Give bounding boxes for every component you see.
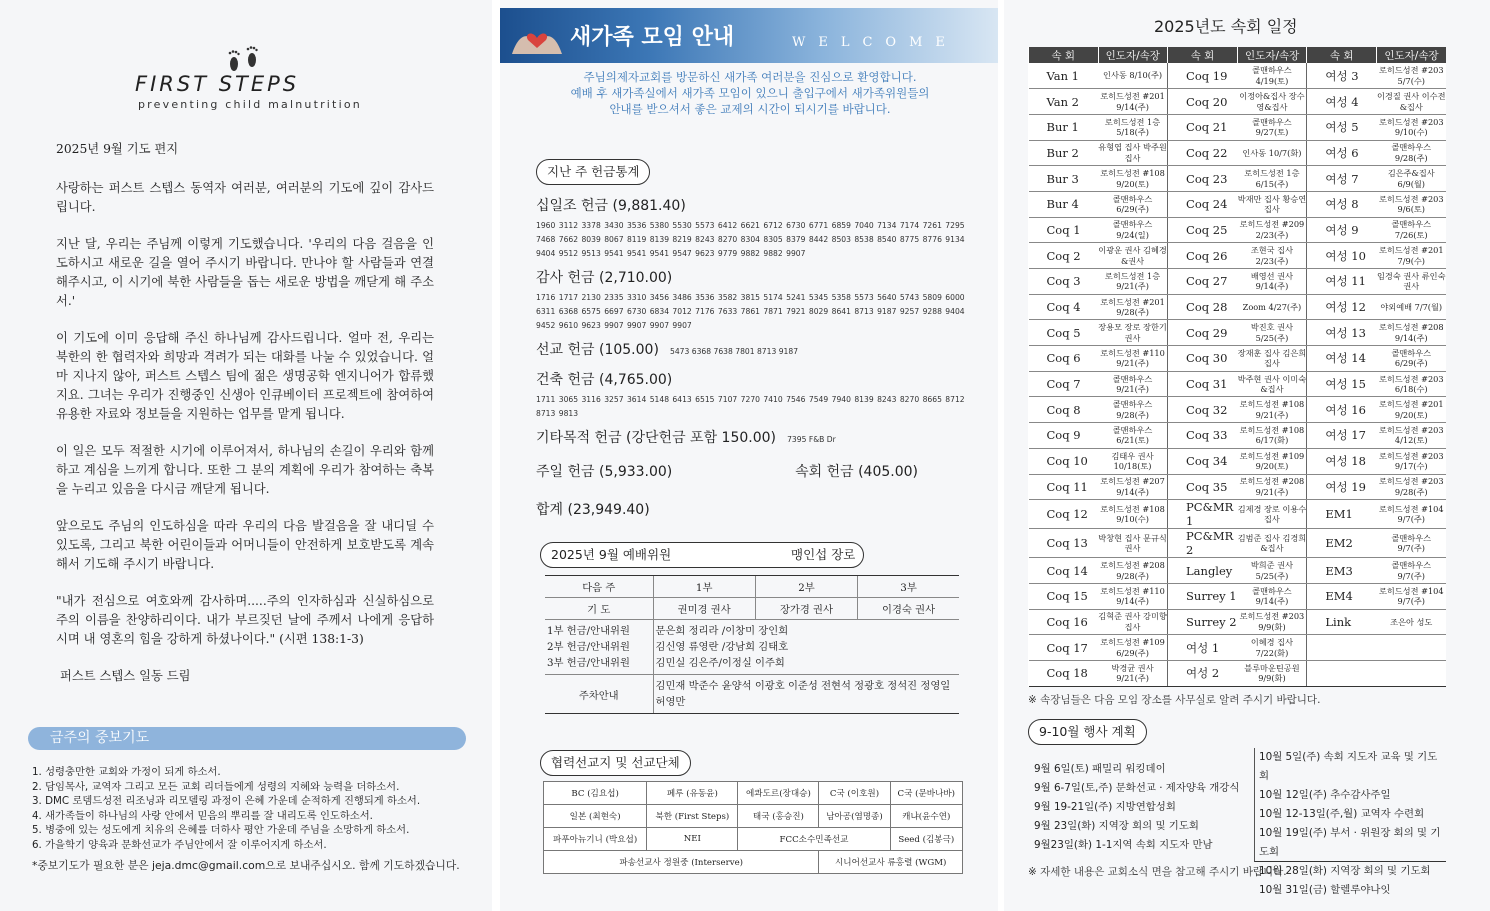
schedule-body bbox=[1029, 63, 1447, 686]
letter-paragraph: "내가 전심으로 여호와께 감사하며.....주의 인자하심과 신실하심으로 주의 이름을 찬양하리이다. 내가 부르짖던 날에 주께서 나에게 응답하시며 내 영혼의 힘을 강하게 하셨나이다." (시편 138:1-3) bbox=[56, 594, 434, 646]
table-row bbox=[1029, 609, 1447, 635]
table-row bbox=[1029, 63, 1447, 89]
district-name-cell: 여성 9 bbox=[1307, 217, 1377, 243]
leader-cell: 로히드성전 1층 6/15(주) bbox=[1237, 166, 1306, 192]
district-name-cell: 여성 7 bbox=[1307, 166, 1377, 192]
logo-tagline: preventing child malnutrition bbox=[138, 98, 362, 111]
table-row bbox=[1029, 474, 1447, 500]
schedule-title: 2025년도 속회 일정 bbox=[1154, 17, 1298, 36]
district-schedule-column bbox=[1004, 0, 1490, 911]
leader-cell: 로히드성전 #208 9/21(주) bbox=[1237, 474, 1306, 500]
leader-cell: 로히드성전 #104 9/7(주) bbox=[1377, 583, 1446, 609]
leader-cell: 유형엽 집사 박주원 집사 bbox=[1098, 140, 1168, 166]
district-name-cell: Bur 2 bbox=[1029, 140, 1099, 166]
table-row bbox=[1029, 191, 1447, 217]
letter-paragraph: 앞으로도 주님의 인도하심을 따라 우리의 다음 발걸음을 잘 내디딜 수 있도록, 그리고 북한 어린이들과 어머니들이 안전하게 보호받도록 계속해서 기도해 주시기 바랍니다. bbox=[56, 519, 434, 571]
leader-cell: Zoom 4/27(주) bbox=[1237, 294, 1306, 320]
leader-cell: 콜맨하우스 4/19(토) bbox=[1237, 63, 1306, 89]
mission-offering-numbers: 5473 6368 7638 7801 8713 9187 bbox=[670, 347, 799, 356]
district-name-cell: Coq 5 bbox=[1029, 320, 1099, 346]
mission-offering-label: 선교 헌금 (105.00) bbox=[536, 342, 659, 358]
district-name-cell: 여성 4 bbox=[1307, 89, 1377, 115]
other-offering-numbers: 7395 F&B Dr bbox=[787, 435, 836, 444]
district-name-cell: Coq 8 bbox=[1029, 397, 1099, 423]
list-item: 10월 12-13일(주,월) 교역자 수련회 bbox=[1259, 808, 1425, 820]
table-row bbox=[1029, 89, 1447, 115]
building-numbers: 1711 3065 3116 3257 3614 5148 6413 6515 7107 7270 7410 7546 7549 7940 8139 8243 8270 8665 8712 8713 9813 bbox=[536, 395, 965, 418]
events-note: ※ 자세한 내용은 교회소식 면을 참고해 주시기 바랍니다. bbox=[1028, 866, 1287, 878]
leader-cell: 김태우 권사 10/18(토) bbox=[1098, 448, 1168, 474]
district-name-cell: Bur 4 bbox=[1029, 191, 1099, 217]
leader-cell: 로히드성전 #203 9/6(토) bbox=[1377, 191, 1446, 217]
district-name-cell: Surrey 2 bbox=[1168, 609, 1238, 635]
prayer-letter-column bbox=[0, 0, 492, 911]
district-name-cell: 여성 15 bbox=[1307, 371, 1377, 397]
offering-total: 합계 (23,949.40) bbox=[536, 502, 650, 518]
list-item: 6. 가을학기 양육과 문화선교가 주님안에서 잘 이루어지게 하소서. bbox=[32, 838, 327, 851]
list-item: 10월 12일(주) 추수감사주일 bbox=[1259, 789, 1391, 801]
leader-cell: 로히드성전 #203 9/17(수) bbox=[1377, 448, 1446, 474]
leader-cell: 박재만 집사 황승연 집사 bbox=[1237, 191, 1306, 217]
list-item: 2. 담임목사, 교역자 그리고 모든 교회 리더들에게 성령의 지혜와 능력을 더하소서. bbox=[32, 780, 400, 793]
first-steps-logo bbox=[135, 42, 360, 117]
leader-cell: 로히드성전 #201 9/14(주) bbox=[1098, 89, 1168, 115]
offering-stats bbox=[536, 195, 966, 519]
district-schedule-table bbox=[1028, 47, 1446, 687]
leader-cell: 콜맨하우스 6/29(주) bbox=[1377, 346, 1446, 372]
building-label: 건축 헌금 (4,765.00) bbox=[536, 372, 673, 388]
leader-cell: 이광운 권사 김혜경&권사 bbox=[1098, 243, 1168, 269]
table-row bbox=[1029, 448, 1447, 474]
leader-cell: 로히드성전 #109 6/29(주) bbox=[1098, 635, 1168, 661]
leader-cell bbox=[1377, 660, 1446, 686]
leader-cell: 콜맨하우스 9/28(주) bbox=[1098, 397, 1168, 423]
welcome-word: WELCOME bbox=[792, 35, 958, 50]
district-name-cell: Coq 9 bbox=[1029, 423, 1099, 449]
newcomer-title: 새가족 모임 안내 bbox=[570, 25, 735, 50]
table-row bbox=[1029, 269, 1447, 295]
table-row bbox=[545, 620, 959, 675]
district-name-cell: EM3 bbox=[1307, 558, 1377, 584]
district-name-cell: EM2 bbox=[1307, 529, 1377, 558]
district-name-cell: 여성 5 bbox=[1307, 114, 1377, 140]
table-row: 일본 (최현숙) 북한 (First Steps) 태국 (홍승진) 남아공(염명종) 캐냐(윤수연) bbox=[544, 805, 963, 828]
october-events bbox=[1254, 748, 1446, 896]
district-name-cell: Coq 30 bbox=[1168, 346, 1238, 372]
thanks-label: 감사 헌금 (2,710.00) bbox=[536, 270, 673, 286]
district-name-cell: 여성 6 bbox=[1307, 140, 1377, 166]
list-item: 9월 6일(토) 패밀리 워킹데이 bbox=[1034, 763, 1166, 775]
district-name-cell: Coq 17 bbox=[1029, 635, 1099, 661]
table-row bbox=[1029, 635, 1447, 661]
leader-cell: 박주현 권사 이미숙&집사 bbox=[1237, 371, 1306, 397]
district-name-cell: PC&MR 2 bbox=[1168, 529, 1238, 558]
table-row: 파푸아뉴기니 (박요섭) NEI FCC소수민족선교 Seed (김봉극) bbox=[544, 828, 963, 851]
other-offering-block bbox=[536, 427, 966, 451]
leader-cell: 로히드성전 #203 6/18(수) bbox=[1377, 371, 1446, 397]
leader-cell: 로히드성전 #203 9/9(화) bbox=[1237, 609, 1306, 635]
prayer-letter bbox=[56, 140, 434, 686]
leader-cell: 이정아&집사 장수영&집사 bbox=[1237, 89, 1306, 115]
leader-cell: 조은아 성도 bbox=[1377, 609, 1446, 635]
leader-cell: 콜맨하우스 9/14(주) bbox=[1237, 583, 1306, 609]
letter-paragraph: 지난 달, 우리는 주님께 이렇게 기도했습니다. '우리의 다음 걸음을 인도하시고 새로운 길을 열어 주시기 바랍니다. 만나야 할 사람들과 연결해주시고, 이 시기에 북한 사람들을 돕는 새로운 방법을 깨닫게 해 주소서.' bbox=[56, 237, 434, 308]
table-header-row: 속 회 인도자/속장 속 회 인도자/속장 속 회 인도자/속장 bbox=[1029, 47, 1447, 63]
leader-cell: 로히드성전 #108 6/17(화) bbox=[1237, 423, 1306, 449]
intercession-note: *중보기도가 필요한 분은 jeja.dmc@gmail.com으로 보내주십시오. 함께 기도하겠습니다. bbox=[32, 859, 460, 872]
list-item: 10월 19일(주) 부서 · 위원장 회의 및 기도회 bbox=[1259, 827, 1441, 858]
leader-cell: 야외예배 7/7(월) bbox=[1377, 294, 1446, 320]
list-item: 5. 병중에 있는 성도에게 치유의 은혜를 더하사 평안 가운데 주님을 소망하게 하소서. bbox=[32, 824, 410, 836]
table-row bbox=[1029, 140, 1447, 166]
list-item: 9월 19-21일(주) 지방연합성회 bbox=[1034, 801, 1176, 813]
leader-cell: 김은주&집사 6/9(월) bbox=[1377, 166, 1446, 192]
list-item: 9월 23일(화) 지역장 회의 및 기도회 bbox=[1034, 820, 1199, 832]
district-name-cell: Bur 1 bbox=[1029, 114, 1099, 140]
district-name-cell bbox=[1307, 660, 1377, 686]
district-name-cell: Coq 24 bbox=[1168, 191, 1238, 217]
district-name-cell: 여성 10 bbox=[1307, 243, 1377, 269]
leader-cell: 박경균 권사 9/21(주) bbox=[1098, 660, 1168, 686]
district-name-cell: Coq 10 bbox=[1029, 448, 1099, 474]
intercession-heading: 금주의 중보기도 bbox=[28, 727, 466, 750]
leader-cell: 로히드성전 1층 9/21(주) bbox=[1098, 269, 1168, 295]
district-name-cell: 여성 14 bbox=[1307, 346, 1377, 372]
district-name-cell: Coq 7 bbox=[1029, 371, 1099, 397]
table-row bbox=[1029, 371, 1447, 397]
letter-signature: 퍼스트 스텝스 일동 드림 bbox=[60, 669, 191, 683]
leader-cell: 박창현 집사 문규식 권사 bbox=[1098, 529, 1168, 558]
leader-cell: 콜맨하우스 6/29(주) bbox=[1098, 191, 1168, 217]
leader-cell: 로히드성전 #203 5/7(수) bbox=[1377, 63, 1446, 89]
leader-cell: 인사동 8/10(주) bbox=[1098, 63, 1168, 89]
list-item: 10월 28일(화) 지역장 회의 및 기도회 bbox=[1259, 865, 1431, 877]
leader-cell: 블루마운틴공원 9/9(화) bbox=[1237, 660, 1306, 686]
offering-row bbox=[536, 461, 918, 485]
events-heading: 9-10월 행사 계획 bbox=[1028, 719, 1147, 745]
leader-cell: 로히드성전 #208 9/28(주) bbox=[1098, 558, 1168, 584]
district-name-cell: 여성 18 bbox=[1307, 448, 1377, 474]
district-name-cell: 여성 19 bbox=[1307, 474, 1377, 500]
list-item: 10월 31일(금) 할렐루야나잇 bbox=[1259, 884, 1391, 896]
worship-committee-table bbox=[545, 575, 959, 714]
table-row bbox=[1029, 423, 1447, 449]
missions-heading: 협력선교지 및 선교단체 bbox=[540, 750, 691, 776]
district-name-cell: Coq 3 bbox=[1029, 269, 1099, 295]
mission-offering-block bbox=[536, 339, 966, 363]
list-item: 1. 성령충만한 교회와 가정이 되게 하소서. bbox=[32, 766, 221, 778]
table-row bbox=[1029, 529, 1447, 558]
leader-cell: 로히드성전 #207 9/14(주) bbox=[1098, 474, 1168, 500]
district-name-cell: 여성 13 bbox=[1307, 320, 1377, 346]
hands-heart-icon bbox=[508, 14, 566, 60]
newcomer-offering-column bbox=[500, 0, 998, 911]
welcome-banner bbox=[500, 8, 998, 63]
district-name-cell: Coq 25 bbox=[1168, 217, 1238, 243]
district-name-cell: 여성 1 bbox=[1168, 635, 1238, 661]
leader-cell: 로히드성전 #209 2/23(주) bbox=[1237, 217, 1306, 243]
district-name-cell: 여성 8 bbox=[1307, 191, 1377, 217]
district-name-cell: Langley bbox=[1168, 558, 1238, 584]
leader-cell: 로히드성전 1층 5/18(주) bbox=[1098, 114, 1168, 140]
table-row bbox=[1029, 217, 1447, 243]
district-name-cell: Coq 14 bbox=[1029, 558, 1099, 584]
district-name-cell: Van 1 bbox=[1029, 63, 1099, 89]
district-name-cell: Coq 18 bbox=[1029, 660, 1099, 686]
list-item: 3. DMC 로뎀드성전 리조닝과 리모델링 과정이 은혜 가운데 순적하게 진행되게 하소서. bbox=[32, 795, 421, 807]
september-events bbox=[1034, 760, 1254, 855]
district-name-cell: Coq 27 bbox=[1168, 269, 1238, 295]
table-row bbox=[1029, 397, 1447, 423]
leader-cell: 이경질 권사 이수전&집사 bbox=[1377, 89, 1446, 115]
worship-leader: 맹인섭 장로 bbox=[791, 547, 856, 562]
leader-cell: 로히드성전 #108 9/20(토) bbox=[1098, 166, 1168, 192]
leader-cell: 이혜경 집사 7/22(화) bbox=[1237, 635, 1306, 661]
leader-cell: 콜맨하우스 9/24(일) bbox=[1098, 217, 1168, 243]
schedule-note: ※ 속장님들은 다음 모임 장소를 사무실로 알려 주시기 바랍니다. bbox=[1028, 694, 1321, 706]
letter-title: 2025년 9월 기도 편지 bbox=[56, 142, 179, 156]
leader-cell: 로히드성전 #203 9/10(수) bbox=[1377, 114, 1446, 140]
district-name-cell: Coq 16 bbox=[1029, 609, 1099, 635]
sunday-offering: 주일 헌금 (5,933.00) bbox=[536, 464, 673, 480]
district-name-cell: Coq 23 bbox=[1168, 166, 1238, 192]
district-name-cell: Coq 1 bbox=[1029, 217, 1099, 243]
thanks-numbers: 1716 1717 2130 2335 3310 3456 3486 3536 3582 3815 5174 5241 5345 5358 5573 5640 5743 5809 6000 6311 6368 6575 6697 6730 6834 7012 7176 7633 7861 7871 7921 8029 8641 8713 9187 9257 9288 9404 9452 9610 9623 9907 9907 9907 9907 bbox=[536, 293, 965, 330]
offering-heading: 지난 주 헌금통계 bbox=[536, 159, 650, 185]
leader-cell: 콜맨하우스 9/7(주) bbox=[1377, 558, 1446, 584]
leader-cell: 김혁준 권사 강미향 집사 bbox=[1098, 609, 1168, 635]
letter-paragraph: 이 기도에 이미 응답해 주신 하나님께 감사드립니다. 얼마 전, 우리는 북한의 한 협력자와 희망과 격려가 되는 대화를 나눌 수 있었습니다. 얼마 지나지 않아, 퍼스트 스텝스 팀에 젊은 생명공학 엔지니어가 합류했지요. 그녀는 우리가 진행중인 신생아 인큐베이터 프로젝트에 참여하여 유용한 자료와 정보들을 지원하는 업무를 맡게 됩니다. bbox=[56, 331, 434, 421]
table-row: 주차안내 김민재 박준수 윤양석 이광호 이준성 전현석 정광호 정석진 정영일 허영만 bbox=[545, 675, 959, 714]
worship-heading-title: 2025년 9월 예배위원 bbox=[551, 547, 672, 562]
district-offering: 속회 헌금 (405.00) bbox=[795, 464, 918, 480]
leader-cell: 임경숙 권사 류인숙 권사 bbox=[1377, 269, 1446, 295]
leader-cell: 박진호 권사 5/25(주) bbox=[1237, 320, 1306, 346]
district-name-cell: Coq 33 bbox=[1168, 423, 1238, 449]
district-name-cell: Coq 13 bbox=[1029, 529, 1099, 558]
table-row bbox=[1029, 166, 1447, 192]
leader-cell: 로히드성전 #201 9/20(토) bbox=[1377, 397, 1446, 423]
district-name-cell: Coq 19 bbox=[1168, 63, 1238, 89]
table-row: BC (김요섭) 페루 (유동윤) 에콰도르(장대승) C국 (이호원) C국 (문바나바) bbox=[544, 782, 963, 805]
missions-table bbox=[543, 781, 963, 874]
district-name-cell: Bur 3 bbox=[1029, 166, 1099, 192]
leader-cell: 로히드성전 #201 7/9(수) bbox=[1377, 243, 1446, 269]
letter-paragraph: 사랑하는 퍼스트 스텝스 동역자 여러분, 여러분의 기도에 깊이 감사드립니다. bbox=[56, 181, 434, 214]
leader-cell: 콜맨하우스 6/21(토) bbox=[1098, 423, 1168, 449]
table-row bbox=[1029, 583, 1447, 609]
district-name-cell: Coq 29 bbox=[1168, 320, 1238, 346]
parking-names: 김민재 박준수 윤양석 이광호 이준성 전현석 정광호 정석진 정영일 허영만 bbox=[653, 675, 959, 714]
usher-labels: 1부 헌금/안내위원 2부 헌금/안내위원 3부 헌금/안내위원 bbox=[545, 620, 653, 675]
leader-cell: 인사동 10/7(화) bbox=[1237, 140, 1306, 166]
building-block bbox=[536, 369, 966, 421]
district-name-cell: PC&MR 1 bbox=[1168, 500, 1238, 529]
leader-cell: 조현국 집사 2/23(주) bbox=[1237, 243, 1306, 269]
district-name-cell: Surrey 1 bbox=[1168, 583, 1238, 609]
district-name-cell: Coq 15 bbox=[1029, 583, 1099, 609]
table-row bbox=[1029, 660, 1447, 686]
leader-cell: 장재훈 집사 김은희 집사 bbox=[1237, 346, 1306, 372]
welcome-message: 주님의제자교회를 방문하신 새가족 여러분을 진심으로 환영합니다. 예배 후 새가족실에서 새가족 모임이 있으니 출입구에서 새가족위원들의 안내를 받으셔서 좋은 교제의 시간이 되시기를 바랍니다. bbox=[570, 70, 930, 116]
worship-heading bbox=[540, 542, 864, 568]
leader-cell: 로히드성전 #110 9/14(주) bbox=[1098, 583, 1168, 609]
table-row bbox=[1029, 114, 1447, 140]
list-item: 10월 5일(주) 속회 지도자 교육 및 기도회 bbox=[1259, 751, 1438, 782]
district-name-cell: 여성 12 bbox=[1307, 294, 1377, 320]
district-name-cell bbox=[1307, 635, 1377, 661]
logo-name: FIRST STEPS bbox=[135, 72, 300, 96]
district-name-cell: Van 2 bbox=[1029, 89, 1099, 115]
district-name-cell: Link bbox=[1307, 609, 1377, 635]
list-item: 9월23일(화) 1-1지역 속회 지도자 만남 bbox=[1034, 839, 1213, 851]
letter-paragraph: 이 일은 모두 적절한 시기에 이루어져서, 하나님의 손길이 우리와 함께하고 계심을 느끼게 합니다. 또한 그 분의 계획에 우리가 참여하는 축복을 누리고 있음을 다시금 깨닫게 됩니다. bbox=[56, 444, 434, 496]
leader-cell: 박희준 권사 5/25(주) bbox=[1237, 558, 1306, 584]
leader-cell: 로히드성전 #203 9/28(주) bbox=[1377, 474, 1446, 500]
tithe-label: 십일조 헌금 (9,881.40) bbox=[536, 198, 686, 214]
table-row: 다음 주 1부 2부 3부 bbox=[545, 576, 959, 598]
leader-cell: 로히드성전 #108 9/21(주) bbox=[1237, 397, 1306, 423]
thanks-block bbox=[536, 267, 966, 333]
district-name-cell: Coq 6 bbox=[1029, 346, 1099, 372]
leader-cell: 콜맨하우스 7/26(토) bbox=[1377, 217, 1446, 243]
leader-cell: 김범준 집사 김경희&집사 bbox=[1237, 529, 1306, 558]
table-row bbox=[1029, 320, 1447, 346]
district-name-cell: Coq 2 bbox=[1029, 243, 1099, 269]
table-row bbox=[1029, 558, 1447, 584]
table-row bbox=[1029, 243, 1447, 269]
leader-cell: 콜맨하우스 9/28(주) bbox=[1377, 140, 1446, 166]
leader-cell: 로히드성전 #108 9/10(수) bbox=[1098, 500, 1168, 529]
leader-cell: 콜맨하우스 9/21(주) bbox=[1098, 371, 1168, 397]
district-name-cell: Coq 35 bbox=[1168, 474, 1238, 500]
district-name-cell: Coq 12 bbox=[1029, 500, 1099, 529]
district-name-cell: Coq 26 bbox=[1168, 243, 1238, 269]
district-name-cell: Coq 22 bbox=[1168, 140, 1238, 166]
district-name-cell: Coq 34 bbox=[1168, 448, 1238, 474]
leader-cell: 콜맨하우스 9/7(주) bbox=[1377, 529, 1446, 558]
district-name-cell: Coq 21 bbox=[1168, 114, 1238, 140]
table-row: 기 도 권미경 권사 장가경 권사 이경숙 권사 bbox=[545, 598, 959, 620]
district-name-cell: Coq 20 bbox=[1168, 89, 1238, 115]
table-row bbox=[1029, 346, 1447, 372]
leader-cell: 로히드성전 #208 9/14(주) bbox=[1377, 320, 1446, 346]
tithe-numbers: 1960 3112 3378 3430 3536 5380 5530 5573 6412 6621 6712 6730 6771 6859 7040 7134 7174 7261 7295 7468 7662 8039 8067 8119 8139 8219 8243 8270 8304 8305 8379 8442 8503 8538 8540 8775 8776 9134 9404 9512 9513 9541 9541 9541 9547 9623 9779 9882 9882 9907 bbox=[536, 221, 965, 258]
leader-cell: 배영선 권사 9/14(주) bbox=[1237, 269, 1306, 295]
district-name-cell: EM1 bbox=[1307, 500, 1377, 529]
table-row bbox=[1029, 500, 1447, 529]
intercession-list bbox=[32, 765, 472, 852]
leader-cell: 김제경 장로 이용수 집사 bbox=[1237, 500, 1306, 529]
leader-cell: 로히드성전 #203 4/12(토) bbox=[1377, 423, 1446, 449]
list-item: 9월 6-7일(토,주) 문화선교 · 제자양육 개강식 bbox=[1034, 782, 1240, 794]
table-row bbox=[1029, 294, 1447, 320]
leader-cell: 로히드성전 #201 9/28(주) bbox=[1098, 294, 1168, 320]
leader-cell: 장용모 장로 장한기 권사 bbox=[1098, 320, 1168, 346]
district-name-cell: EM4 bbox=[1307, 583, 1377, 609]
district-name-cell: 여성 17 bbox=[1307, 423, 1377, 449]
district-name-cell: 여성 16 bbox=[1307, 397, 1377, 423]
other-offering-label: 기타목적 헌금 (강단헌금 포함 150.00) bbox=[536, 430, 776, 446]
leader-cell: 콜맨하우스 9/27(토) bbox=[1237, 114, 1306, 140]
leader-cell: 로히드성전 #109 9/20(토) bbox=[1237, 448, 1306, 474]
leader-cell: 로히드성전 #110 9/21(주) bbox=[1098, 346, 1168, 372]
usher-names: 문은희 정리라 /이창미 장인희 김신영 류영란 /강남희 김태호 김민실 김은주/이정실 이주희 bbox=[653, 620, 959, 675]
table-row: 파송선교사 정원중 (Interserve) 시니어선교사 류홍렬 (WGM) bbox=[544, 851, 963, 874]
district-name-cell: Coq 31 bbox=[1168, 371, 1238, 397]
leader-cell bbox=[1377, 635, 1446, 661]
district-name-cell: Coq 11 bbox=[1029, 474, 1099, 500]
leader-cell: 로히드성전 #104 9/7(주) bbox=[1377, 500, 1446, 529]
district-name-cell: Coq 32 bbox=[1168, 397, 1238, 423]
district-name-cell: 여성 3 bbox=[1307, 63, 1377, 89]
district-name-cell: Coq 28 bbox=[1168, 294, 1238, 320]
district-name-cell: 여성 11 bbox=[1307, 269, 1377, 295]
tithe-block bbox=[536, 195, 966, 261]
list-item: 4. 새가족들이 하나님의 사랑 안에서 믿음의 뿌리를 잘 내리도록 인도하소서. bbox=[32, 809, 373, 822]
district-name-cell: Coq 4 bbox=[1029, 294, 1099, 320]
district-name-cell: 여성 2 bbox=[1168, 660, 1238, 686]
